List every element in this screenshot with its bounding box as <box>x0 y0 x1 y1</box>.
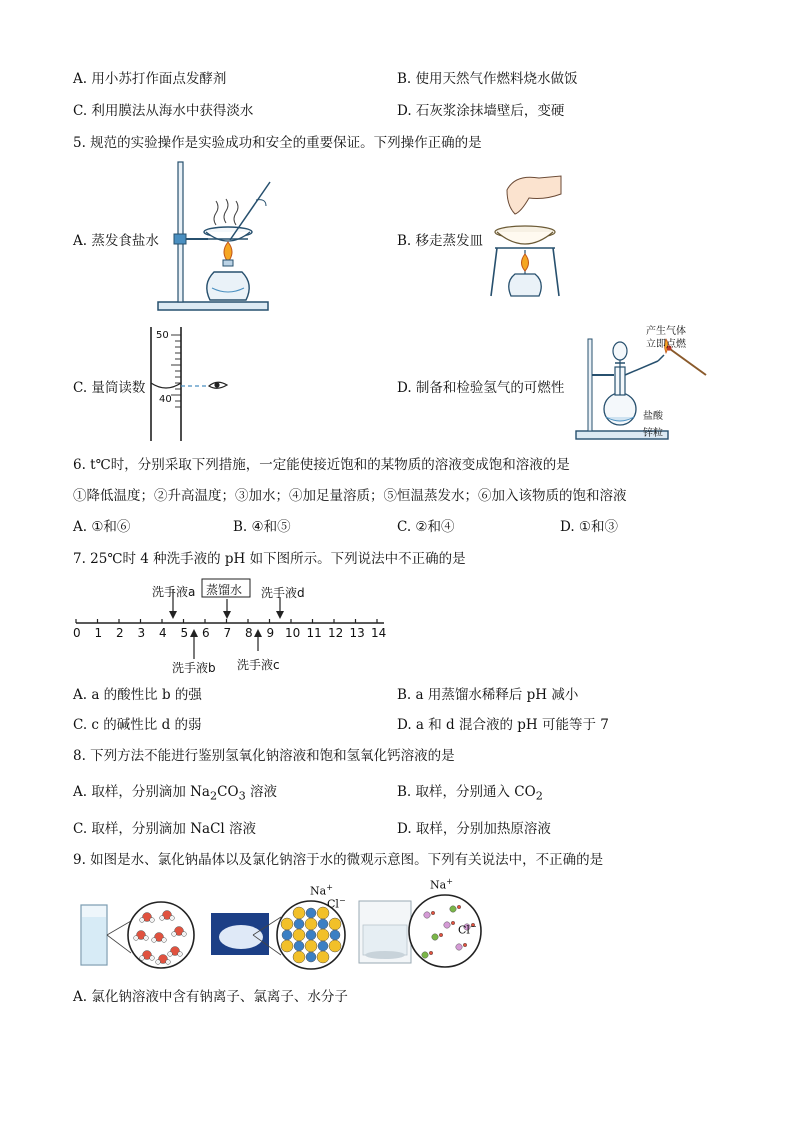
cylinder-mark-40: 40 <box>159 394 172 405</box>
ph-label-b: 洗手液b <box>172 661 216 675</box>
ph-tick-label: 6 <box>202 626 210 640</box>
solution-water <box>431 911 435 915</box>
na-text-1: Na <box>310 884 327 898</box>
water-hydrogen <box>140 956 145 961</box>
q8-a-pre: A. 取样，分别滴加 Na <box>73 784 210 800</box>
q6-option-b: B. ④和⑤ <box>233 519 291 535</box>
ph-label-c: 洗手液c <box>237 658 280 672</box>
water-hydrogen <box>150 956 155 961</box>
na-label-2 <box>430 877 453 892</box>
lattice-ion <box>318 941 328 951</box>
solution-ion <box>444 922 450 928</box>
lattice-ion <box>318 919 328 929</box>
water-hydrogen <box>162 938 167 943</box>
solution-water <box>451 921 455 925</box>
water-hydrogen <box>170 916 175 921</box>
ph-tick-label: 9 <box>266 626 275 640</box>
water-hydrogen <box>134 936 139 941</box>
solution-ion <box>422 952 428 958</box>
lattice-ion <box>305 940 317 952</box>
q7-stem: 7. 25℃时 4 种洗手液的 pH 如下图所示。下列说法中不正确的是 <box>73 551 466 567</box>
q6-measures: ①降低温度；②升高温度；③加水；④加足量溶质；⑤恒温蒸发水；⑥加入该物质的饱和溶液 <box>73 488 627 504</box>
lattice-ion <box>317 929 329 941</box>
q5-option-d: D. 制备和检验氢气的可燃性 <box>397 380 565 396</box>
acid-label: 盐酸 <box>643 411 663 422</box>
q4-option-d: D. 石灰浆涂抹墙壁后，变硬 <box>397 103 565 119</box>
gas-label-2: 立即点燃 <box>646 339 686 350</box>
q8-option-a <box>73 780 277 803</box>
q8-a-mid: CO <box>217 784 239 800</box>
q8-stem: 8. 下列方法不能进行鉴别氢氧化钠溶液和饱和氢氧化钙溶液的是 <box>73 748 455 764</box>
water-hydrogen <box>168 952 173 957</box>
solution-ion <box>432 934 438 940</box>
solution-ion <box>456 944 462 950</box>
q4-option-b: B. 使用天然气作燃料烧水做饭 <box>397 71 578 87</box>
q8-option-b <box>397 780 543 803</box>
lattice-ion <box>306 908 316 918</box>
q7-option-d: D. a 和 d 混合液的 pH 可能等于 7 <box>397 717 609 733</box>
lattice-ion <box>294 919 304 929</box>
q9-option-a: A. 氯化钠溶液中含有钠离子、氯离子、水分子 <box>73 989 348 1005</box>
ph-tick-label: 13 <box>349 626 365 640</box>
ph-label-a: 洗手液a <box>152 585 196 599</box>
ph-tick-label: 10 <box>285 626 301 640</box>
ph-label-d: 洗手液d <box>261 586 305 600</box>
na-plus-2: + <box>446 877 453 886</box>
cylinder-mark-50: 50 <box>156 330 169 341</box>
solution-water <box>439 933 443 937</box>
water-hydrogen <box>140 918 145 923</box>
ph-tick-label: 3 <box>137 626 146 640</box>
q8-a-post: 溶液 <box>245 784 278 800</box>
lattice-ion <box>293 951 305 963</box>
q7-option-c: C. c 的碱性比 d 的弱 <box>73 717 202 733</box>
ph-tick-label: 12 <box>328 626 344 640</box>
q8-b-sub: 2 <box>535 789 543 803</box>
water-hydrogen <box>160 916 165 921</box>
q9-stem: 9. 如图是水、氯化钠晶体以及氯化钠溶于水的微观示意图。下列有关说法中，不正确的是 <box>73 852 604 868</box>
cl-minus-1: − <box>338 896 346 905</box>
gas-label-1: 产生气体 <box>646 326 686 337</box>
q8-a-sub1: 2 <box>209 789 218 803</box>
ph-tick-label: 4 <box>159 626 167 640</box>
q5-stem: 5. 规范的实验操作是实验成功和安全的重要保证。下列操作正确的是 <box>73 135 482 151</box>
q7-option-b: B. a 用蒸馏水稀释后 pH 减小 <box>397 687 579 703</box>
lattice-ion <box>317 951 329 963</box>
q7-option-a: A. a 的酸性比 b 的强 <box>73 687 202 703</box>
water-hydrogen <box>182 932 187 937</box>
lattice-ion <box>293 907 305 919</box>
lattice-ion <box>281 940 293 952</box>
lattice-ion <box>282 930 292 940</box>
figure-hydrogen-apparatus <box>572 325 712 443</box>
ph-tick-label: 14 <box>371 626 387 640</box>
solution-water <box>457 905 461 909</box>
ph-tick-label: 11 <box>306 626 322 640</box>
q8-b-pre: B. 取样，分别通入 CO <box>397 784 536 800</box>
solution-water <box>463 943 467 947</box>
ph-tick-label: 8 <box>245 626 253 640</box>
q5-option-a: A. 蒸发食盐水 <box>73 233 159 249</box>
q5-option-c: C. 量筒读数 <box>73 380 146 396</box>
figure-nacl-micro <box>75 875 485 975</box>
lattice-ion <box>329 918 341 930</box>
water-hydrogen <box>150 918 155 923</box>
lattice-ion <box>330 930 340 940</box>
figure-cylinder-reading <box>145 325 240 443</box>
ph-tick-label: 2 <box>116 626 124 640</box>
water-hydrogen <box>166 960 171 965</box>
q6-option-d: D. ①和③ <box>560 519 619 535</box>
q4-option-a: A. 用小苏打作面点发酵剂 <box>73 71 227 87</box>
ph-tick-label: 7 <box>223 626 232 640</box>
water-hydrogen <box>172 932 177 937</box>
lattice-ion <box>294 941 304 951</box>
water-hydrogen <box>144 936 149 941</box>
ph-tick-label: 0 <box>73 626 81 640</box>
cl-text-1: Cl <box>327 897 339 911</box>
q8-option-c: C. 取样，分别滴加 NaCl 溶液 <box>73 821 257 837</box>
na-text-2: Na <box>430 878 447 892</box>
figure-move-dish <box>485 170 565 300</box>
water-hydrogen <box>152 938 157 943</box>
na-plus-1: + <box>326 883 333 892</box>
q6-option-c: C. ②和④ <box>397 519 455 535</box>
solution-ion <box>450 906 456 912</box>
lattice-ion <box>293 929 305 941</box>
solution-water <box>429 951 433 955</box>
water-hydrogen <box>178 952 183 957</box>
q8-a-sub2: 3 <box>238 789 246 803</box>
solution-ion <box>424 912 430 918</box>
ph-tick-label: 1 <box>94 626 103 640</box>
q8-option-d: D. 取样，分别加热原溶液 <box>397 821 551 837</box>
lattice-ion <box>329 940 341 952</box>
cl-label-2 <box>458 922 477 937</box>
cl-text-2: Cl <box>458 923 470 937</box>
ph-label-water: 蒸馏水 <box>206 583 243 597</box>
figure-evaporation <box>150 160 280 318</box>
lattice-ion <box>281 918 293 930</box>
cl-label-1 <box>327 896 346 911</box>
q6-option-a: A. ①和⑥ <box>73 519 131 535</box>
lattice-ion <box>306 930 316 940</box>
water-hydrogen <box>156 960 161 965</box>
lattice-ion <box>306 952 316 962</box>
q5-option-b: B. 移走蒸发皿 <box>397 233 484 249</box>
zinc-label: 锌粒 <box>643 428 663 439</box>
lattice-ion <box>305 918 317 930</box>
ph-tick-label: 5 <box>180 626 189 640</box>
q4-option-c: C. 利用膜法从海水中获得淡水 <box>73 103 254 119</box>
q6-stem: 6. t℃时，分别采取下列措施，一定能使接近饱和的某物质的溶液变成饱和溶液的是 <box>73 457 570 473</box>
cl-minus-2: − <box>469 922 477 931</box>
